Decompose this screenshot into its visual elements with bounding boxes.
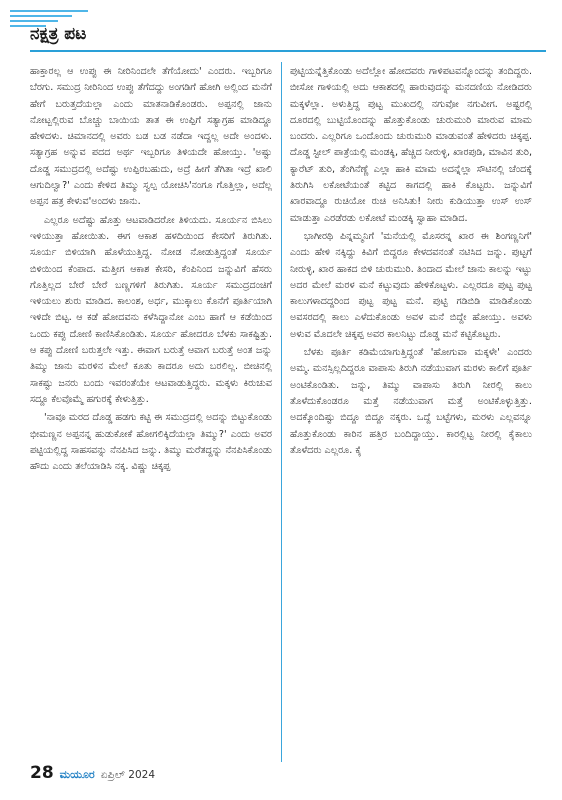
issue-date: ಏಪ್ರಿಲ್ 2024 bbox=[100, 769, 155, 781]
right-column bbox=[290, 64, 532, 459]
section-title: ನಕ್ಷತ್ರ ಪಟ bbox=[30, 24, 87, 44]
paragraph: ಬೆಳಕು ಪೂರ್ತಿ ಕಡಿಮೆಯಾಗುತ್ತಿದ್ದಂತೆ 'ಹೋಗುವಾ ಮಕ್ಕಳೇ' ಎಂದರು ಅಮ್ಮ. ಮನಸ್ಸಿಲ್ಲದಿದ್ದರೂ ವಾಪಾಸು ತಿರುಗಿ ನಡೆಯುವಾಗ ಮರಳು ಕಾಲಿಗೆ ಪೂರ್ತಿ ಅಂಟಿಕೊಂಡಿತು. ಜನ್ನು, ತಿಮ್ಮು ವಾಪಾಸು ತಿರುಗಿ ನೀರಲ್ಲಿ ಕಾಲು ತೊಳೆದುಕೊಂಡರೂ ಮತ್ತೆ ನಡೆಯುವಾಗ ಮತ್ತೆ ಅಂಟಿಕೊಳ್ಳುತ್ತಿತ್ತು. ಅದಕ್ಕೊಂದಿಷ್ಟು ಬಿದ್ದೂ ಬಿದ್ದೂ ನಕ್ಕರು. ಒದ್ದೆ ಬಟ್ಟೆಗಳು, ಮರಳು ಎಲ್ಲವನ್ನೂ ಹೊತ್ತುಕೊಂಡು ಕಾರಿನ ಹತ್ತಿರ ಬಂದಿದ್ದಾಯ್ತು. ಕಾರಲ್ಲಿಟ್ಟ ನೀರಲ್ಲಿ ಕೈಕಾಲು ತೊಳೆದರು ಎಲ್ಲರೂ. ಕೈ bbox=[290, 347, 532, 456]
header-divider bbox=[30, 50, 546, 52]
page-footer bbox=[30, 763, 155, 783]
column-divider bbox=[281, 62, 282, 762]
magazine-logo: ಮಯೂರ bbox=[59, 768, 95, 781]
left-column bbox=[30, 64, 272, 475]
paragraph: ಎಲ್ಲರೂ ಅದೆಷ್ಟು ಹೊತ್ತು ಆಟವಾಡಿದರೋ ತಿಳಿಯದು. ಸೂರ್ಯನ ಬಿಸಿಲು ಇಳಿಯುತ್ತಾ ಹೋಯಿತು. ಈಗ ಆಕಾಶ ಹಳದಿಯಿಂದ ಕೇಸರಿಗೆ ತಿರುಗಿತು. ಸೂರ್ಯ ಬಿಳಿಯಾಗಿ ಹೊಳೆಯುತ್ತಿದ್ದ. ನೋಡ ನೋಡುತ್ತಿದ್ದಂತೆ ಸೂರ್ಯ ಬಿಳಿಯಿಂದ ಕೆಂಪಾದ. ಮತ್ತೀಗ ಆಕಾಶ ಕೇಸರಿ, ಕೆಂಪಿನಿಂದ ಜನ್ನುವಿಗೆ ಹೆಸರು ಗೊತ್ತಿಲ್ಲದ ಬೇರೆ ಬೇರೆ ಬಣ್ಣಗಳಿಗೆ ತಿರುಗಿತು. ಸೂರ್ಯ ಸಮುದ್ರದಂಚಿಗೆ ಇಳಿಯಲು ಶುರು ಮಾಡಿದ. ಕಾಲಂಶ, ಅರ್ಧ, ಮುಕ್ಕಾಲು ಕೊನೆಗೆ ಪೂರ್ತಿಯಾಗಿ ಇಳಿದೇ ಬಿಟ್ಟ. ಆ ಕಡೆ ಹೋದವನು ಕಳೆಸಿದ್ದಾನೋ ಎಂಬ ಹಾಗೆ ಆ ಕಡೆಯಿಂದ ಒಂದು ಕಪ್ಪು ದೋಣಿ ಕಾಣಿಸಿಕೊಂಡಿತು. ಸೂರ್ಯ ಹೋದರೂ ಬೆಳಕು ಸಾಕಷ್ಟಿತ್ತು. ಆ ಕಪ್ಪು ದೋಣಿ ಬರುತ್ತಲೇ ಇತ್ತು. ಈವಾಗ ಬರುತ್ತೆ ಆವಾಗ ಬರುತ್ತೆ ಅಂತ ಜನ್ನು ತಿಮ್ಮು ಜಾನು ಮರಳಿನ ಮೇಲೆ ಕೂತು ಕಾದರೂ ಅದು ಬರಲಿಲ್ಲ. ಬೀಚಿನಲ್ಲಿ ಸಾಕಷ್ಟು ಜನರು ಬಂದು ಇವರಂತೆಯೇ ಆಟವಾಡುತ್ತಿದ್ದರು. ಮಕ್ಕಳು ಕಿರುಚುವ ಸದ್ದೂ ಕೆಲವೊಮ್ಮೆ ಹಗುರಕ್ಕೆ ಕೇಳುತ್ತಿತ್ತು. bbox=[30, 214, 272, 405]
page-number: 28 bbox=[30, 763, 54, 783]
paragraph: ಭಾಗೀರಥಿ ಪಿನ್ನಮ್ಮನಿಗೆ 'ಮನೆಯಲ್ಲಿ ಮೊಸರನ್ನ ಖಾರ ಈ ಶಿಂಗಣ್ಣನಿಗೆ' ಎಂದು ಹೇಳಿ ನಕ್ಕಿದ್ದು ಕಿವಿಗೆ ಬಿದ್ದರೂ ಕೇಳದವನಂತೆ ನಟಿಸಿದ ಜನ್ನು. ಪುಟ್ಟಗೆ ನೀರುಳ್ಳಿ, ಖಾರ ಹಾಕದ ಬಿಳಿ ಚುರುಮುರಿ. ತಿಂದಾದ ಮೇಲೆ ಜಾನು ಕಾಲನ್ನು ಇಟ್ಟು ಅದರ ಮೇಲೆ ಮರಳ ಮನೆ ಕಟ್ಟುವುದು ಹೇಳಿಕೊಟ್ಟಳು. ಎಲ್ಲರದೂ ಪುಟ್ಟ ಪುಟ್ಟ ಕಾಲುಗಳಾದದ್ದರಿಂದ ಪುಟ್ಟ ಪುಟ್ಟ ಮನೆ. ಪುಟ್ಟಿ ಗಡಿಬಿಡಿ ಮಾಡಿಕೊಂಡು ಅವಸರದಲ್ಲಿ ಕಾಲು ಎಳೆದುಕೊಂಡು ಅವಳ ಮನೆ ಬಿದ್ದೇ ಹೋಯ್ತು. ಅವಳು ಅಳುವ ಮೊದಲೇ ಚಿಕ್ಕಪ್ಪ ಅವರ ಕಾಲನಿಟ್ಟು ದೊಡ್ಡ ಮನೆ ಕಟ್ಟಿಕೊಟ್ಟರು. bbox=[290, 230, 532, 340]
paragraph: ಹಾಕ್ತಾರಲ್ಲ ಆ ಉಪ್ಪು ಈ ನೀರಿನಿಂದಲೇ ತೆಗೆಯೋದು' ಎಂದರು. ಇಬ್ಬರಿಗೂ ಬೆರಗು. ಸಮುದ್ರ ನೀರಿನಿಂದ ಉಪ್ಪು ತೆಗೆದದ್ದು ಅಂಗಡಿಗೆ ಹೋಗಿ ಅಲ್ಲಿಂದ ಮನೆಗೆ ಹೇಗೆ ಬರುತ್ತದೆಯಲ್ಲಾ ಎಂದು ಮಾತನಾಡಿಕೊಂಡರು. ಅಪ್ಪನಲ್ಲಿ ಜಾನು ನೋಟ್ಬಲ್ಲಿರುವ ಬೊಚ್ಚು ಬಾಯಿಯ ತಾತ ಈ ಉಪ್ಪಿಗೆ ಸತ್ಯಾಗ್ರಹ ಮಾಡಿದ್ದೂ ಹೇಳಿದಳು. ಚಿಮಾನದಲ್ಲಿ ಅವರು ಬಡ ಬಡ ನಡೆದಾ ಇದ್ದಲ್ಲ ಅದೇ ಅಂದಳು. ಸತ್ಯಾಗ್ರಹ ಅನ್ನುವ ಪದದ ಅರ್ಥ ಇಬ್ಬರಿಗೂ ತಿಳಿಯದೇ ಹೋಯ್ತು. 'ಅಷ್ಟು ದೊಡ್ಡ ಸಮುದ್ರದಲ್ಲಿ ಅದೆಷ್ಟು ಉಪ್ಪಿರಬಹುದು, ಅದ್ರೆ ಹೀಗೆ ತೆಗಿತಾ ಇದ್ರೆ ಖಾಲಿ ಆಗುದಿಲ್ವಾ?' ಎಂದು ಕೇಳಿದ ತಿಮ್ಮು ಸ್ವಲ್ಪ ಯೋಚಿಸಿ'ನಂಗೂ ಗೊತ್ತಿಲ್ಲಾ, ಅದೆಲ್ಲ ಅಪ್ಪನ ಹತ್ರ ಕೇಳುವ'ಅಂದಳು ಜಾನು. bbox=[30, 66, 272, 208]
paragraph: 'ನಾವೂ ಮರದ ದೊಡ್ಡ ಹಡಗು ಕಟ್ಟಿ ಈ ಸಮುದ್ರದಲ್ಲಿ ಅದನ್ನು ಬಿಟ್ಟುಕೊಂಡು ಭೀಮಣ್ಣನ ಅಪ್ಪನನ್ನ ಹುಡುಕೋಕೆ ಹೋಗಲಿಕ್ಕಿದೆಯಲ್ಲಾ ತಿಮ್ಮು?' ಎಂದು ಅವರ ಪಟ್ಟಿಯಲ್ಲಿದ್ದ ಸಾಹಸವನ್ನು ನೆನಪಿಸಿದ ಜನ್ನು. ತಿಮ್ಮು ಮರೆತದ್ದನ್ನು ನೆನಪಿಸಿಕೊಂಡು ಹೌದು ಎಂದು ತಲೆಯಾಡಿಸಿ ನಕ್ಕ. ವಿಷ್ಣು ಚಿಕ್ಕಪ್ಪ bbox=[30, 412, 272, 473]
paragraph: ಪುಟ್ಟಿಯನ್ನೆತ್ತಿಕೊಂಡು ಅದೆಲ್ಲೋ ಹೋದವರು ಗಾಳಿಪಟವನ್ನೊಂದನ್ನು ತಂದಿದ್ದರು. ಬೀಸೋ ಗಾಳಿಯಲ್ಲಿ ಅದು ಆಕಾಶದಲ್ಲಿ ಹಾರುವುದನ್ನು ಮನದಣಿಯ ನೋಡಿದರು ಮಕ್ಕಳೆಲ್ಲಾ. ಅಳುತ್ತಿದ್ದ ಪುಟ್ಟ ಮುಖದಲ್ಲಿ ನಗುವೋ ನಗುವೀಗ. ಅಷ್ಟರಲ್ಲಿ ದೂರದಲ್ಲಿ ಬುಟ್ಟಿಯೊಂದನ್ನು ಹೊತ್ತುಕೊಂಡು ಚುರುಮುರಿ ಮಾರುವ ಮಾಮ ಬಂದರು. ಎಲ್ಲರಿಗೂ ಒಂದೊಂದು ಚುರುಮುರಿ ಮಾಡುವಂತೆ ಹೇಳಿದರು ಚಿಕ್ಕಪ್ಪ. ದೊಡ್ಡ ಸ್ಟೀಲ್ ಪಾತ್ರೆಯಲ್ಲಿ ಮಂಡಕ್ಕಿ, ಹೆಚ್ಚಿದ ನೀರುಳ್ಳಿ, ಖಾರಪುಡಿ, ಮಾವಿನ ತುರಿ, ಕ್ಯಾರೆಟ್ ತುರಿ, ತೆಂಗಿನೆಣ್ಣೆ ಎಲ್ಲಾ ಹಾಕಿ ಮಾಮ ಅದನ್ನೆಲ್ಲಾ ಸೌಟಿನಲ್ಲಿ ಚೆಂದಕ್ಕೆ ತಿರುಗಿಸಿ ಲಕೋಟೆಯಂತೆ ಕಟ್ಟಿದ ಕಾಗದಲ್ಲಿ ಹಾಕಿ ಕೊಟ್ಟರು. ಜನ್ನುವಿಗೆ ಖಾರವಾದ್ದೂ ರುಚಿಯೋ ರುಚಿ ಅನಿಸಿತು! ನೀರು ಕುಡಿಯುತ್ತಾ ಉಸ್ ಉಸ್ ಮಾಡುತ್ತಾ ಎರಡೆರಡು ಲಕೋಟೆ ಮಂಡಕ್ಕಿ ಸ್ವಾಹಾ ಮಾಡಿದ. bbox=[290, 66, 532, 224]
